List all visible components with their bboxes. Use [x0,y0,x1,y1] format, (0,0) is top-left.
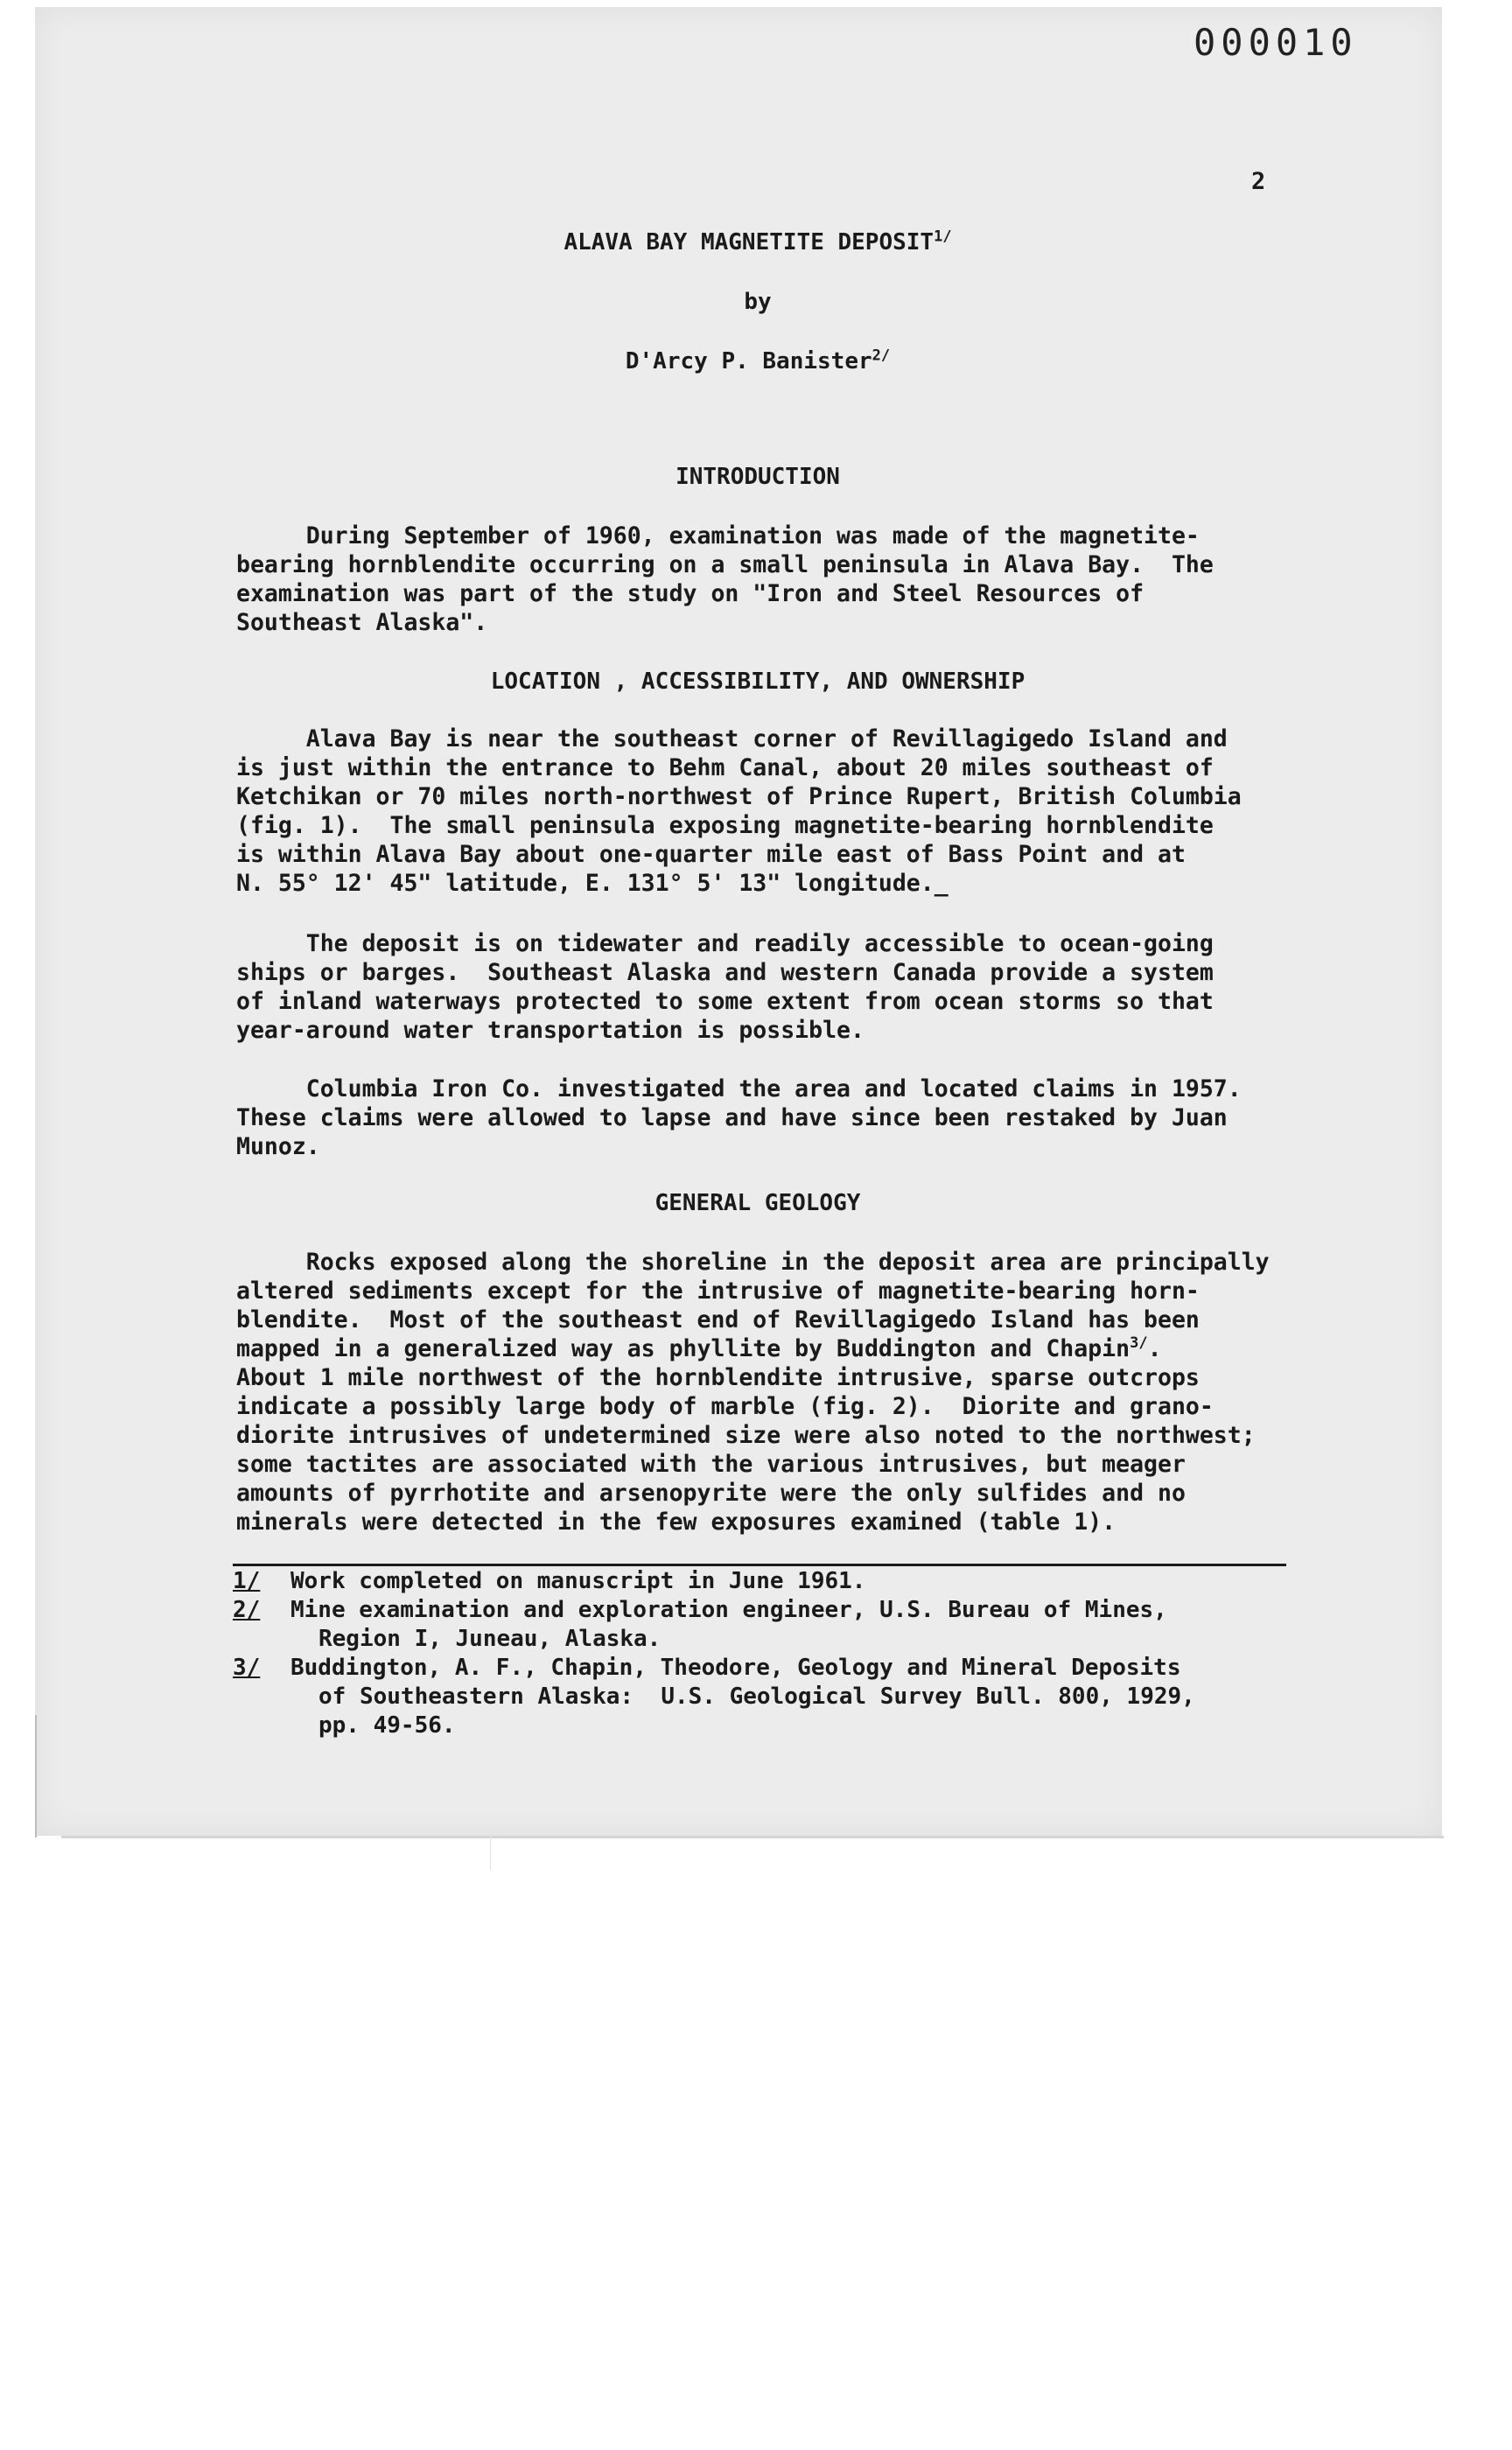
paragraph-location-3: Columbia Iron Co. investigated the area and located claims in 1957. These claims were allowed to lapse and have since been restaked by Juan Munoz. [236,1075,1242,1160]
footnote-text: Buddington, A. F., Chapin, Theodore, Geology and Mineral Deposits [290,1655,1181,1681]
author-name: D'Arcy P. Banister [625,348,872,374]
byline-by: by [744,289,772,315]
author [233,348,1283,374]
footnote-text-continued: pp. 49-56. [318,1712,456,1739]
footnote-rule [233,1564,1286,1566]
paragraph-introduction: During September of 1960, examination was made of the magnetite- bearing hornblendite occurring on a small peninsula in Alava Bay. The examination was part of the study on "Iron and Steel Resources of Southeast Alaska". [236,522,1214,636]
document-title [233,229,1283,256]
author-footnote-ref: 2/ [872,346,891,365]
geology-footnote-ref: 3/ [1130,1334,1148,1353]
heading-location: LOCATION , ACCESSIBILITY, AND OWNERSHIP [490,668,1026,695]
heading-introduction: INTRODUCTION [676,464,840,490]
paragraph-location-1: Alava Bay is near the southeast corner of Revillagigedo Island and is just within the entrance to Behm Canal, about 20 miles southeast of Ketchikan or 70 miles north-northwest of Prince Rupert, British Columbia (fig. 1). The small peninsula exposing magnetite-bearing hornblendite is within Alava Bay about one-quarter mile east of Bass Point and at N. 55° 12' 45" latitude, E. 131° 5' 13" longitude._ [236,725,1242,897]
geology-text-part-1: Rocks exposed along the shoreline in the deposit area are principally altered sediments except for the intrusive of magnetite-bearing horn- blendite. Most of the southeast end of Revillagigedo Island has been mapped in a generalized way as phyllite by Buddington and Chapin [236,1249,1270,1362]
title-footnote-ref: 1/ [934,228,952,246]
paragraph-location-2: The deposit is on tidewater and readily accessible to ocean-going ships or barges. Southeast Alaska and western Canada provide a system of inland waterways protected to some extent from ocean storms so that year-around water transportation is possible. [236,930,1214,1044]
heading-general-geology: GENERAL GEOLOGY [654,1190,861,1216]
footnote-3 [233,1654,1370,1740]
page-number: 2 [1251,168,1266,195]
footnote-text-continued: of Southeastern Alaska: U.S. Geological Survey Bull. 800, 1929, [318,1684,1195,1710]
paragraph-general-geology [236,1248,1374,1536]
footnote-text-continued: Region I, Juneau, Alaska. [318,1626,662,1652]
footnote-1 [233,1567,1370,1596]
footnote-mark: 3/ [233,1655,261,1681]
footnote-mark: 1/ [233,1568,261,1594]
scan-seam [490,1836,491,1871]
footnote-text: Mine examination and exploration engineer, U.S. Bureau of Mines, [290,1597,1167,1623]
document-number: 000010 [1194,21,1358,64]
footnote-2 [233,1596,1370,1654]
footnote-mark: 2/ [233,1597,261,1623]
title-text: ALAVA BAY MAGNETITE DEPOSIT [564,229,934,256]
scanned-page [35,7,1442,1836]
scan-bottom-edge [61,1836,1444,1838]
footnote-text: Work completed on manuscript in June 1961. [290,1568,866,1594]
geology-text-part-2: . About 1 mile northwest of the hornblendite intrusive, sparse outcrops indicate a possibly large body of marble (fig. 2). Diorite and grano- diorite intrusives of undetermined size were also noted to the northwest; some tactites are associated with the various intrusives, but meager amounts of pyrrhotite and arsenopyrite were the only sulfides and no minerals were detected in the few exposures examined (table 1). [236,1335,1256,1536]
scan-edge [35,1715,37,1838]
